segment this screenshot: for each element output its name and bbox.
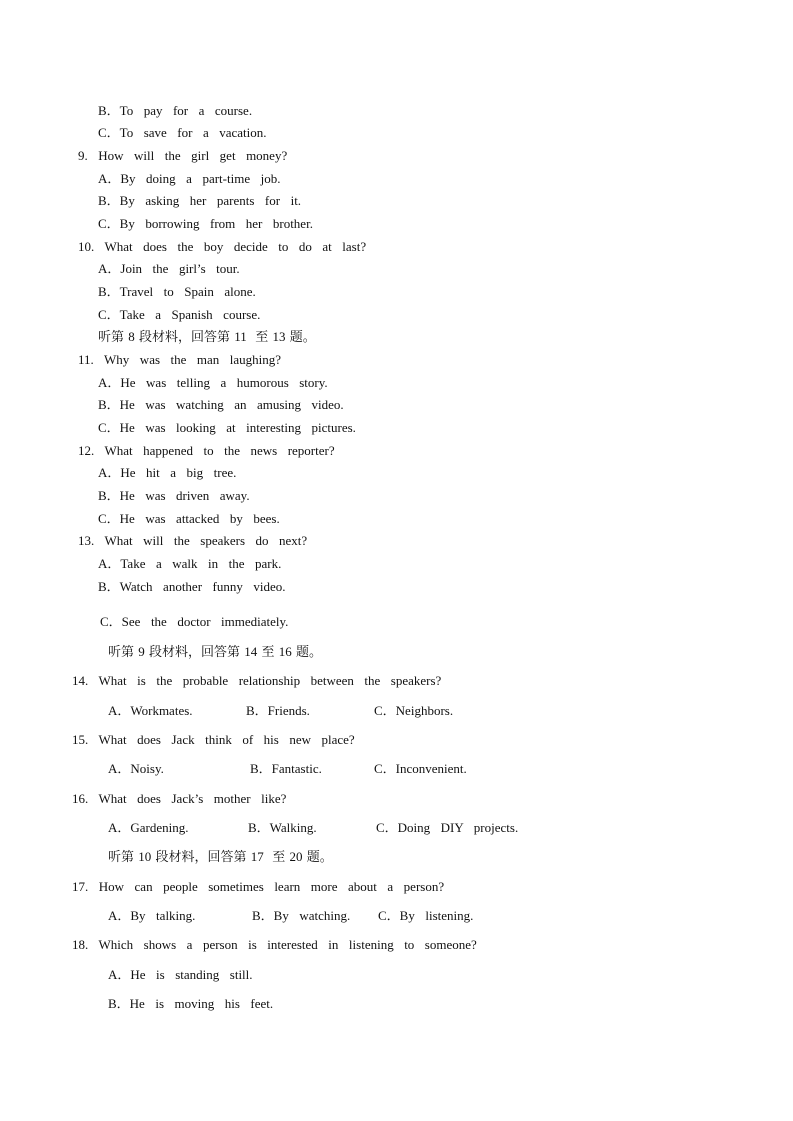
option-line: B．By asking her parents for it. xyxy=(98,193,302,208)
option-line: B．Travel to Spain alone. xyxy=(98,284,256,299)
option-line: B．Fantastic. xyxy=(250,761,322,776)
option-line: A．Gardening. xyxy=(108,820,189,835)
question-9: 9. How will the girl get money? xyxy=(78,148,288,163)
option-line: C．To save for a vacation. xyxy=(98,125,267,140)
option-line: C．Inconvenient. xyxy=(374,761,467,776)
question-11: 11. Why was the man laughing? xyxy=(78,352,282,367)
option-line: A．Take a walk in the park. xyxy=(98,556,282,571)
option-line: C．Doing DIY projects. xyxy=(376,820,519,835)
section-instruction-8: 听第 8 段材料，回答第 11 至 13 题。 xyxy=(98,329,316,344)
question-16: 16. What does Jack’s mother like? xyxy=(72,791,287,806)
option-line: A．By talking. xyxy=(108,908,196,923)
option-line: A．Join the girl’s tour. xyxy=(98,261,240,276)
option-line: C．Take a Spanish course. xyxy=(98,307,261,322)
option-line: A．Noisy. xyxy=(108,761,164,776)
option-line: C．He was looking at interesting pictures. xyxy=(98,420,356,435)
option-line: B．He was driven away. xyxy=(98,488,250,503)
option-line: B．To pay for a course. xyxy=(98,103,253,118)
option-line: C．See the doctor immediately. xyxy=(100,614,289,629)
option-line: C．Neighbors. xyxy=(374,703,454,718)
option-line: B．By watching. xyxy=(252,908,351,923)
question-14: 14. What is the probable relationship between the speakers? xyxy=(72,673,442,688)
option-line: B．He is moving his feet. xyxy=(108,996,274,1011)
option-line: A．Workmates. xyxy=(108,703,193,718)
option-line: C．By borrowing from her brother. xyxy=(98,216,313,231)
option-line: A．He was telling a humorous story. xyxy=(98,375,328,390)
section-instruction-9: 听第 9 段材料，回答第 14 至 16 题。 xyxy=(108,644,323,659)
option-line: B．He was watching an amusing video. xyxy=(98,397,344,412)
option-line: C．He was attacked by bees. xyxy=(98,511,280,526)
question-17: 17. How can people sometimes learn more about a person? xyxy=(72,879,445,894)
question-10: 10. What does the boy decide to do at last? xyxy=(78,239,367,254)
option-line: B．Watch another funny video. xyxy=(98,579,286,594)
section-instruction-10: 听第 10 段材料，回答第 17 至 20 题。 xyxy=(108,849,333,864)
option-line: B．Walking. xyxy=(248,820,317,835)
question-12: 12. What happened to the news reporter? xyxy=(78,443,335,458)
option-line: A．He hit a big tree. xyxy=(98,465,237,480)
question-18: 18. Which shows a person is interested in listening to someone? xyxy=(72,937,477,952)
option-line: A．By doing a part-time job. xyxy=(98,171,281,186)
option-line: A．He is standing still. xyxy=(108,967,253,982)
option-line: B．Friends. xyxy=(246,703,310,718)
option-line: C．By listening. xyxy=(378,908,474,923)
question-13: 13. What will the speakers do next? xyxy=(78,533,308,548)
question-15: 15. What does Jack think of his new place? xyxy=(72,732,355,747)
